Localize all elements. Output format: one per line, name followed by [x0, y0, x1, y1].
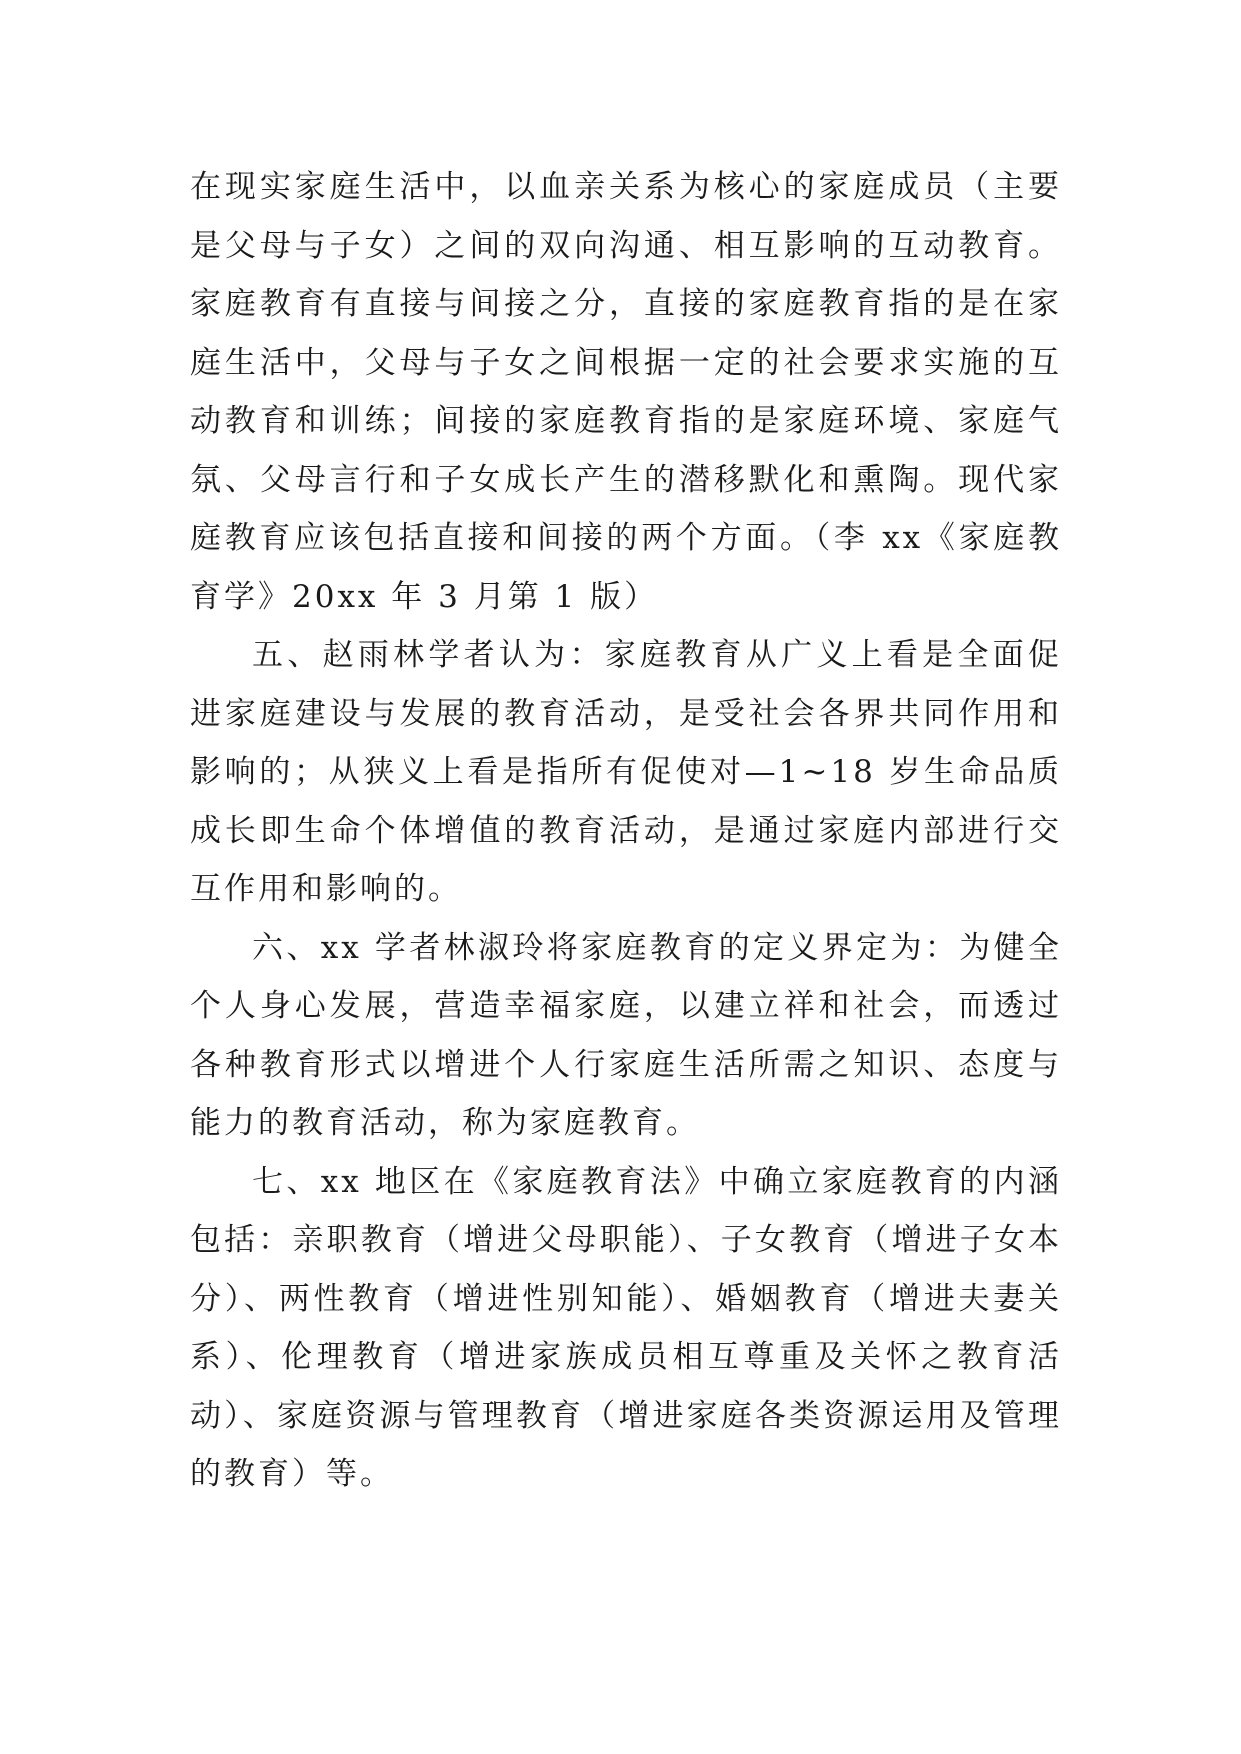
paragraph-item-6: 六、xx 学者林淑玲将家庭教育的定义界定为：为健全个人身心发展，营造幸福家庭，以建立祥和社会，而透过各种教育形式以增进个人行家庭生活所需之知识、态度与能力的教育活动，称为家庭教育。: [190, 929, 1062, 1141]
paragraph-item-7: 七、xx 地区在《家庭教育法》中确立家庭教育的内涵包括：亲职教育（增进父母职能）、子女教育（增进子女本分）、两性教育（增进性别知能）、婚姻教育（增进夫妻关系）、伦理教育（增进家族成员相互尊重及关怀之教育活动）、家庭资源与管理教育（增进家庭各类资源运用及管理的教育）等。: [190, 1163, 1062, 1492]
paragraph-item-5: 五、赵雨林学者认为：家庭教育从广义上看是全面促进家庭建设与发展的教育活动，是受社会各界共同作用和影响的；从狭义上看是指所有促使对—1~18 岁生命品质成长即生命个体增值的教育活动，是通过家庭内部进行交互作用和影响的。: [190, 637, 1062, 907]
paragraph-continued: 在现实家庭生活中，以血亲关系为核心的家庭成员（主要是父母与子女）之间的双向沟通、相互影响的互动教育。家庭教育有直接与间接之分，直接的家庭教育指的是在家庭生活中，父母与子女之间根据一定的社会要求实施的互动教育和训练；间接的家庭教育指的是家庭环境、家庭气氛、父母言行和子女成长产生的潜移默化和熏陶。现代家庭教育应该包括直接和间接的两个方面。（李 xx《家庭教育学》20xx 年 3 月第 1 版）: [190, 169, 1062, 615]
body-text: [190, 158, 1062, 1504]
